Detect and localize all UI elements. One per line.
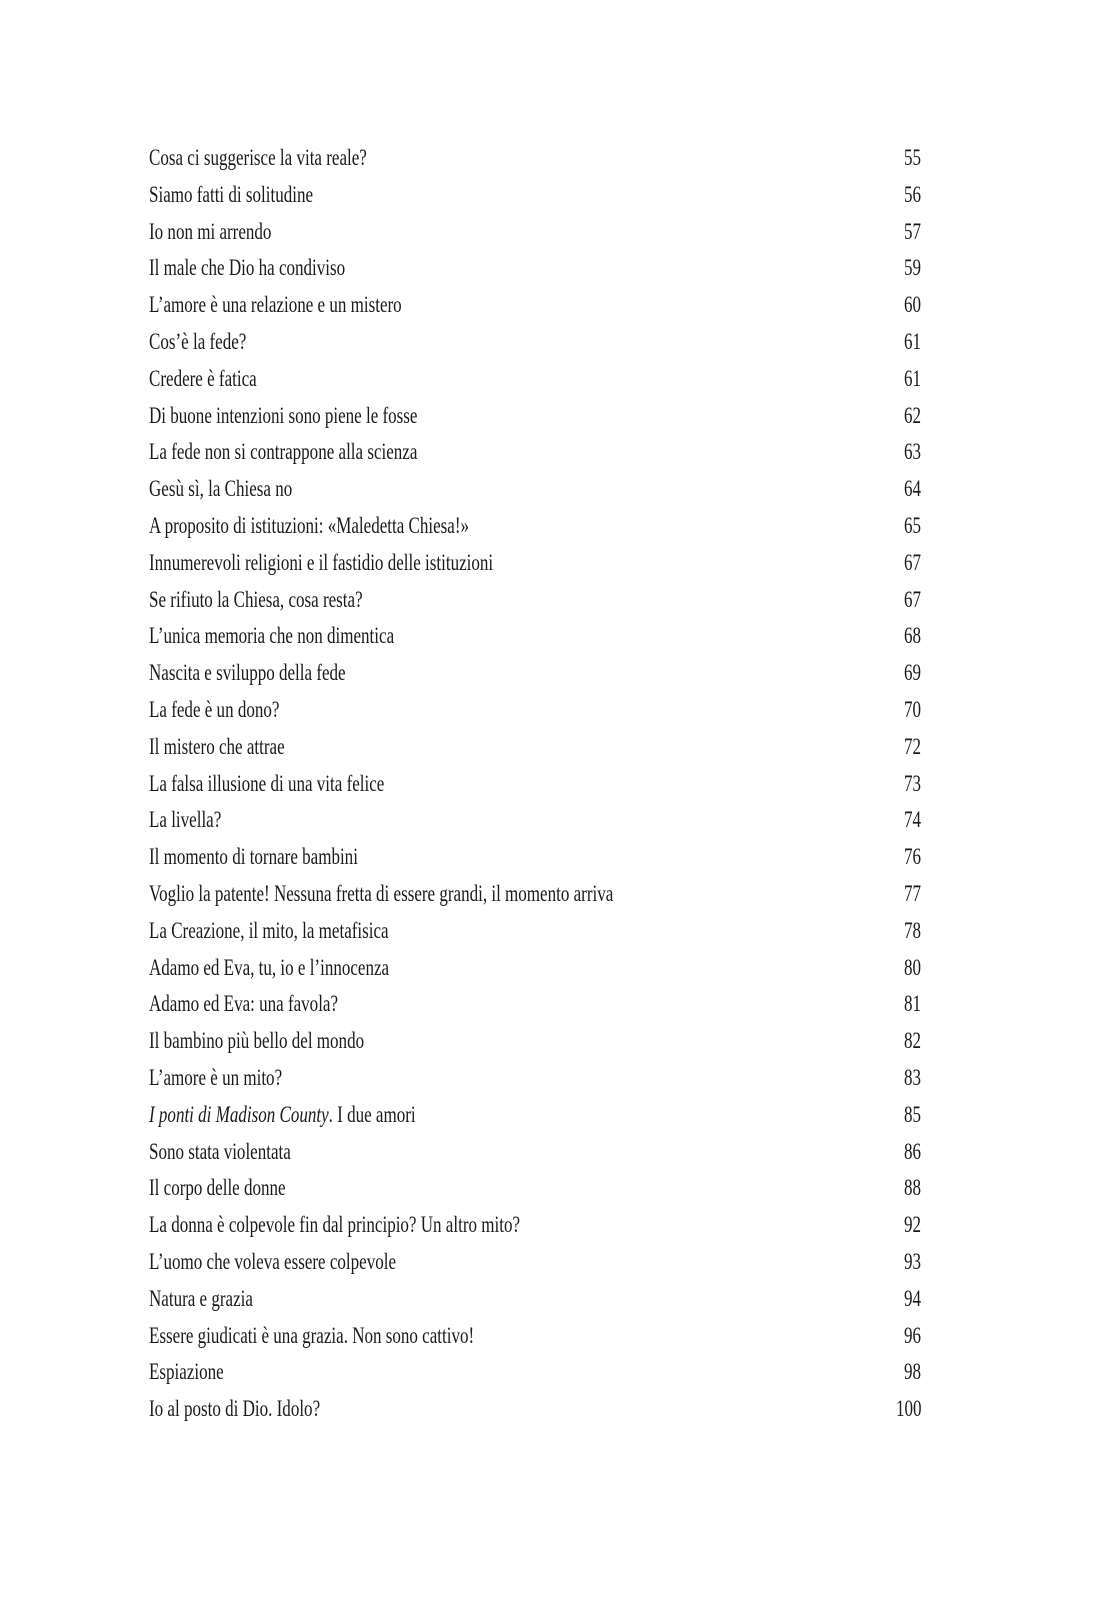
toc-entry — [149, 1391, 921, 1428]
toc-entry-title: La falsa illusione di una vita felice — [149, 770, 385, 796]
toc-entry — [149, 177, 921, 214]
toc-entry — [149, 876, 921, 913]
toc-entry-title: Innumerevoli religioni e il fastidio delle istituzioni — [149, 549, 494, 575]
toc-entry — [149, 1060, 921, 1097]
toc-entry-title: A proposito di istituzioni: «Maledetta Chiesa!» — [149, 512, 470, 538]
toc-entry — [149, 913, 921, 950]
toc-entry-page: 61 — [903, 328, 921, 354]
toc-entry-page: 78 — [903, 917, 921, 943]
toc-entry-page: 81 — [903, 991, 921, 1017]
toc-entry — [149, 214, 921, 251]
toc-entry-page: 82 — [903, 1028, 921, 1054]
toc-entry — [149, 324, 921, 361]
toc-entry — [149, 398, 921, 435]
toc-entry-title: Il male che Dio ha condiviso — [149, 255, 346, 281]
toc-entry-page: 86 — [903, 1138, 921, 1164]
toc-entry-page: 61 — [903, 365, 921, 391]
toc-entry-title — [149, 1097, 416, 1134]
toc-entry — [149, 618, 921, 655]
toc-entry-title: Cosa ci suggerisce la vita reale? — [149, 145, 367, 170]
toc-entry-page: 93 — [903, 1248, 921, 1274]
toc-entry-title: Siamo fatti di solitudine — [149, 181, 314, 207]
toc-entry — [149, 1097, 921, 1134]
toc-entry — [149, 1281, 921, 1318]
toc-entry-title: Il mistero che attrae — [149, 733, 285, 759]
toc-entry-page: 63 — [903, 439, 921, 465]
toc-entry — [149, 950, 921, 987]
toc-entry-page: 72 — [903, 733, 921, 759]
toc-entry — [149, 1134, 921, 1171]
toc-entry — [149, 1207, 921, 1244]
toc-entry-title: Adamo ed Eva, tu, io e l’innocenza — [149, 954, 390, 980]
toc-entry — [149, 986, 921, 1023]
toc-entry-title: Il corpo delle donne — [149, 1175, 286, 1201]
toc-entry-page: 85 — [903, 1101, 921, 1127]
toc-entry-page: 65 — [903, 512, 921, 538]
toc-entry-title: La fede non si contrappone alla scienza — [149, 439, 418, 465]
toc-entry-title: Sono stata violentata — [149, 1138, 291, 1164]
toc-entry — [149, 471, 921, 508]
toc-entry — [149, 582, 921, 619]
toc-entry-title: Essere giudicati è una grazia. Non sono cattivo! — [149, 1322, 475, 1348]
toc-entry-title: L’amore è un mito? — [149, 1064, 283, 1090]
toc-entry — [149, 250, 921, 287]
toc-entry-page: 67 — [903, 549, 921, 575]
toc-entry-title: Natura e grazia — [149, 1285, 253, 1311]
toc-entry-page: 76 — [903, 844, 921, 870]
toc-entry-page: 56 — [903, 181, 921, 207]
toc-entry-page: 67 — [903, 586, 921, 612]
toc-entry — [149, 140, 921, 177]
table-of-contents — [149, 140, 921, 1428]
toc-entry — [149, 1170, 921, 1207]
toc-entry-title: Di buone intenzioni sono piene le fosse — [149, 402, 418, 428]
toc-entry-title: Io non mi arrendo — [149, 218, 272, 244]
toc-entry-title: Cos’è la fede? — [149, 328, 247, 354]
toc-entry-page: 80 — [903, 954, 921, 980]
toc-entry-page: 88 — [903, 1175, 921, 1201]
toc-entry-page: 74 — [903, 807, 921, 833]
toc-entry — [149, 802, 921, 839]
toc-entry-page: 77 — [903, 880, 921, 906]
toc-entry-page: 73 — [903, 770, 921, 796]
toc-entry-page: 62 — [903, 402, 921, 428]
toc-entry — [149, 655, 921, 692]
toc-entry — [149, 839, 921, 876]
toc-entry-title: La donna è colpevole fin dal principio? Un altro mito? — [149, 1212, 521, 1238]
toc-entry — [149, 1244, 921, 1281]
toc-entry-page: 92 — [903, 1212, 921, 1238]
toc-entry — [149, 1354, 921, 1391]
toc-entry — [149, 508, 921, 545]
toc-entry-title: L’unica memoria che non dimentica — [149, 623, 395, 649]
toc-entry-title: Il momento di tornare bambini — [149, 844, 358, 870]
toc-entry-page: 70 — [903, 696, 921, 722]
toc-entry-page: 69 — [903, 660, 921, 686]
toc-entry-title: L’uomo che voleva essere colpevole — [149, 1248, 397, 1274]
toc-entry-page: 98 — [903, 1359, 921, 1385]
toc-entry-title-rest: . I due amori — [328, 1101, 416, 1127]
toc-entry-page: 96 — [903, 1322, 921, 1348]
toc-entry-page: 55 — [903, 145, 921, 170]
toc-entry — [149, 766, 921, 803]
toc-entry-title: La fede è un dono? — [149, 696, 280, 722]
toc-entry — [149, 434, 921, 471]
toc-entry — [149, 1023, 921, 1060]
toc-entry-page: 68 — [903, 623, 921, 649]
toc-entry-page: 94 — [903, 1285, 921, 1311]
book-title-italic: I ponti di Madison County — [149, 1101, 329, 1127]
toc-entry-title: Credere è fatica — [149, 365, 257, 391]
toc-entry — [149, 545, 921, 582]
toc-entry-title: La Creazione, il mito, la metafisica — [149, 917, 389, 943]
toc-entry-page: 60 — [903, 292, 921, 318]
toc-entry-title: Adamo ed Eva: una favola? — [149, 991, 339, 1017]
toc-entry — [149, 692, 921, 729]
toc-entry-title: L’amore è una relazione e un mistero — [149, 292, 402, 318]
toc-entry — [149, 361, 921, 398]
toc-entry-page: 100 — [895, 1396, 921, 1422]
toc-entry-title: Se rifiuto la Chiesa, cosa resta? — [149, 586, 363, 612]
toc-entry-title: La livella? — [149, 807, 222, 833]
toc-entry-page: 83 — [903, 1064, 921, 1090]
toc-entry-title: Nascita e sviluppo della fede — [149, 660, 346, 686]
toc-entry — [149, 1318, 921, 1355]
toc-entry — [149, 287, 921, 324]
toc-entry-title: Gesù sì, la Chiesa no — [149, 476, 293, 502]
toc-entry-page: 64 — [903, 476, 921, 502]
toc-entry-page: 59 — [903, 255, 921, 281]
toc-entry-title: Il bambino più bello del mondo — [149, 1028, 365, 1054]
toc-entry-title: Espiazione — [149, 1359, 224, 1385]
toc-entry-title: Io al posto di Dio. Idolo? — [149, 1396, 321, 1422]
toc-entry-title: Voglio la patente! Nessuna fretta di essere grandi, il momento arriva — [149, 880, 614, 906]
toc-entry — [149, 729, 921, 766]
toc-entry-page: 57 — [903, 218, 921, 244]
